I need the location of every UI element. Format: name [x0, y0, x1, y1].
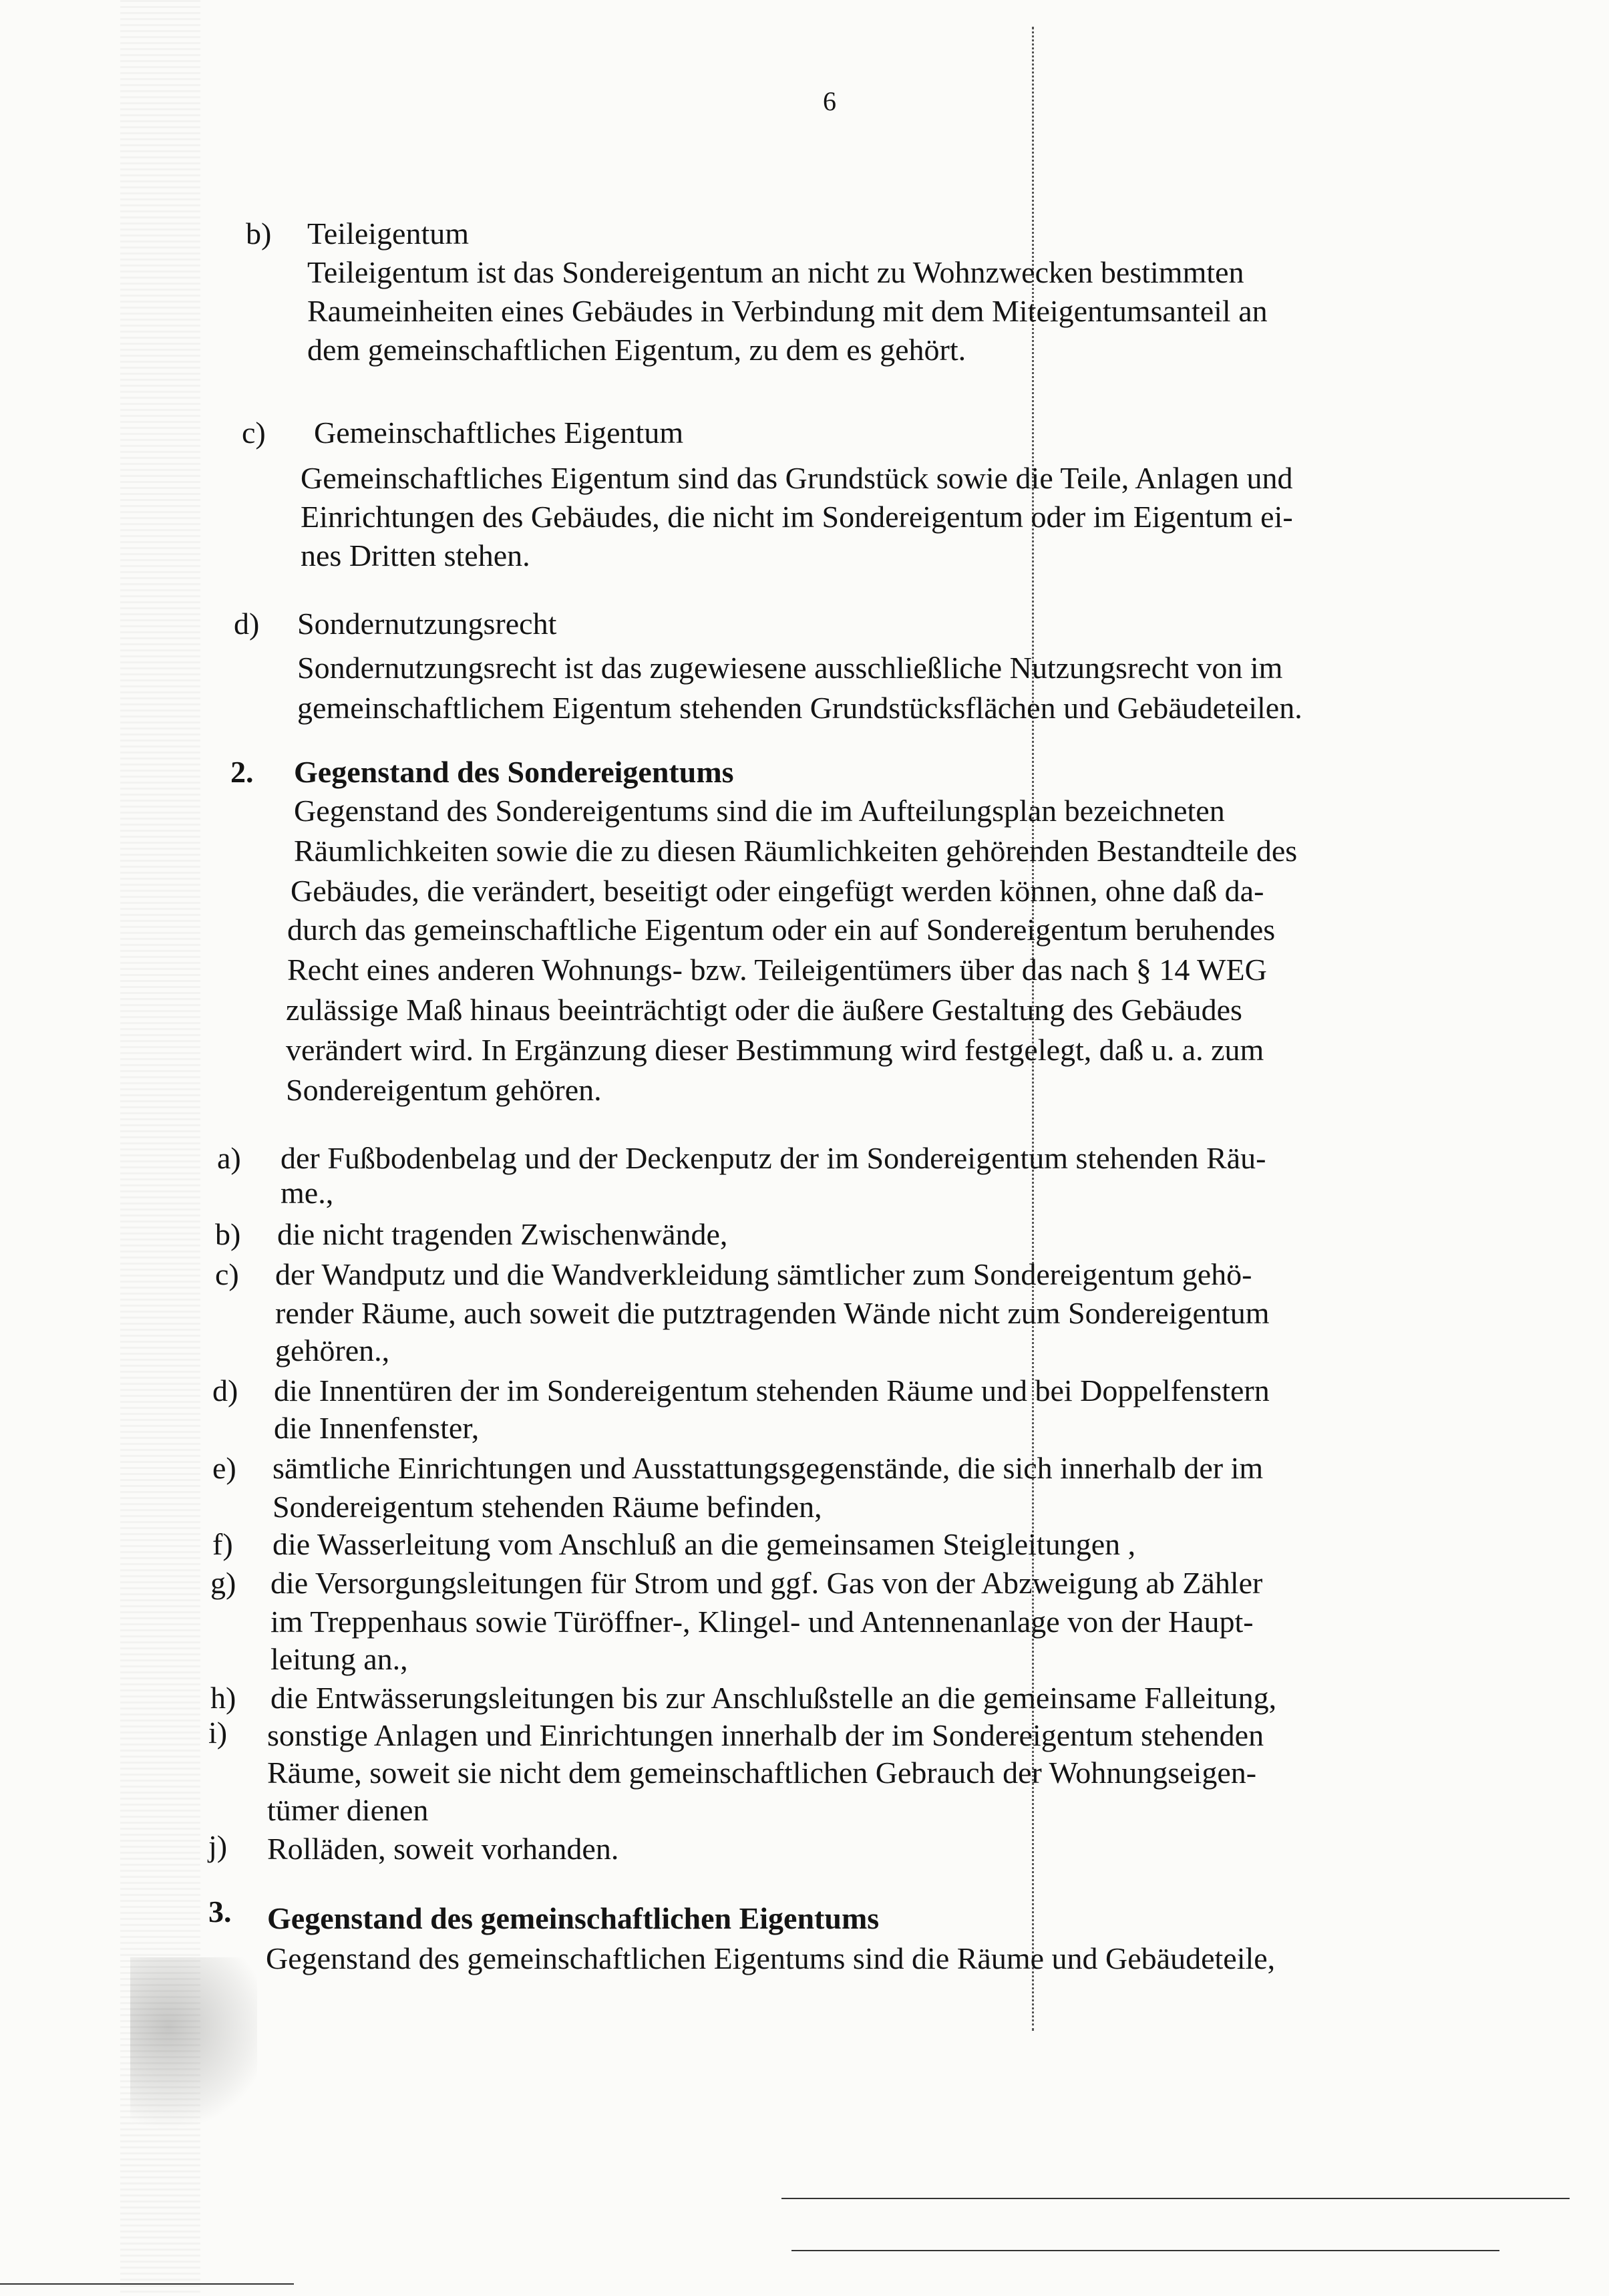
text-line: Einrichtungen des Gebäudes, die nicht im Sondereigentum oder im Eigentum ei- — [301, 500, 1293, 534]
page-number: 6 — [823, 86, 836, 116]
scan-smudge — [130, 1957, 257, 2131]
list-item-line: die Entwässerungsleitungen bis zur Anschlußstelle an die gemeinsame Falleitung, — [271, 1681, 1277, 1715]
list-marker: c) — [215, 1257, 239, 1291]
section-heading: Gegenstand des Sondereigentums — [294, 755, 734, 789]
list-item-line: der Wandputz und die Wandverkleidung sämtlicher zum Sondereigentum gehö- — [275, 1257, 1252, 1291]
list-marker: d) — [212, 1373, 238, 1408]
section-heading: Gemeinschaftliches Eigentum — [314, 416, 684, 450]
text-line: Sondereigentum gehören. — [286, 1073, 602, 1107]
footer-rule — [781, 2198, 1570, 2199]
list-marker: f) — [212, 1527, 233, 1561]
footer-rule — [791, 2250, 1499, 2251]
list-item-line: die Versorgungsleitungen für Strom und ggf. Gas von der Abzweigung ab Zähler — [271, 1566, 1263, 1600]
list-item-line: leitung an., — [271, 1642, 408, 1676]
list-item-line: der Fußbodenbelag und der Deckenputz der im Sondereigentum stehenden Räu- — [281, 1141, 1266, 1175]
section-heading: Gegenstand des gemeinschaftlichen Eigentums — [267, 1901, 880, 1935]
list-item-line: Sondereigentum stehenden Räume befinden, — [273, 1490, 822, 1524]
list-item-line: gehören., — [275, 1333, 390, 1367]
section-marker: d) — [234, 607, 260, 641]
text-line: Recht eines anderen Wohnungs- bzw. Teileigentümers über das nach § 14 WEG — [287, 953, 1267, 987]
section-marker: c) — [242, 416, 266, 450]
list-item-line: die nicht tragenden Zwischenwände, — [277, 1217, 728, 1251]
footer-rule — [0, 2283, 294, 2285]
text-line: Räumlichkeiten sowie die zu diesen Räumlichkeiten gehörenden Bestandteile des — [294, 834, 1298, 868]
text-line: nes Dritten stehen. — [301, 538, 530, 572]
list-marker: j) — [208, 1829, 228, 1863]
list-item-line: me., — [281, 1176, 334, 1210]
section-marker: 3. — [208, 1895, 232, 1929]
text-line: zulässige Maß hinaus beeinträchtigt oder die äußere Gestaltung des Gebäudes — [286, 993, 1242, 1027]
list-item-line: tümer dienen — [267, 1793, 429, 1827]
list-item-line: Räume, soweit sie nicht dem gemeinschaftlichen Gebrauch der Wohnungseigen- — [267, 1756, 1257, 1790]
text-line: durch das gemeinschaftliche Eigentum oder ein auf Sondereigentum beruhendes — [287, 913, 1276, 947]
text-line: gemeinschaftlichem Eigentum stehenden Grundstücksflächen und Gebäudeteilen. — [297, 691, 1302, 725]
list-item-line: Rolläden, soweit vorhanden. — [267, 1832, 619, 1866]
section-marker: b) — [246, 216, 272, 251]
list-item-line: im Treppenhaus sowie Türöffner-, Klingel- und Antennenanlage von der Haupt- — [271, 1605, 1254, 1639]
text-line: verändert wird. In Ergänzung dieser Bestimmung wird festgelegt, daß u. a. zum — [286, 1033, 1264, 1067]
text-line: Gebäudes, die verändert, beseitigt oder eingefügt werden können, ohne daß da- — [291, 874, 1264, 908]
text-line: Raumeinheiten eines Gebäudes in Verbindung mit dem Miteigentumsanteil an — [307, 294, 1268, 328]
list-item-line: sonstige Anlagen und Einrichtungen innerhalb der im Sondereigentum stehenden — [267, 1718, 1264, 1752]
section-heading: Sondernutzungsrecht — [297, 607, 557, 641]
text-line: Gegenstand des Sondereigentums sind die im Aufteilungsplan bezeichneten — [294, 794, 1225, 828]
text-line: Sondernutzungsrecht ist das zugewiesene ausschließliche Nutzungsrecht von im — [297, 651, 1283, 685]
list-marker: h) — [210, 1681, 236, 1715]
list-marker: e) — [212, 1451, 236, 1485]
list-marker: a) — [217, 1141, 241, 1175]
list-item-line: die Innenfenster, — [274, 1411, 480, 1445]
list-item-line: die Wasserleitung vom Anschluß an die gemeinsamen Steigleitungen , — [273, 1527, 1136, 1561]
scan-edge-shadow — [120, 0, 200, 2296]
list-marker: b) — [215, 1217, 241, 1251]
list-marker: i) — [208, 1715, 228, 1750]
list-marker: g) — [210, 1566, 236, 1600]
text-line: Gegenstand des gemeinschaftlichen Eigentums sind die Räume und Gebäudeteile, — [266, 1941, 1276, 1975]
list-item-line: sämtliche Einrichtungen und Ausstattungsgegenstände, die sich innerhalb der im — [273, 1451, 1264, 1485]
text-line: dem gemeinschaftlichen Eigentum, zu dem es gehört. — [307, 333, 966, 367]
text-line: Teileigentum ist das Sondereigentum an nicht zu Wohnzwecken bestimmten — [307, 255, 1244, 289]
section-heading: Teileigentum — [307, 216, 470, 251]
text-line: Gemeinschaftliches Eigentum sind das Grundstück sowie die Teile, Anlagen und — [301, 461, 1293, 495]
section-marker: 2. — [230, 755, 254, 789]
list-item-line: die Innentüren der im Sondereigentum stehenden Räume und bei Doppelfenstern — [274, 1373, 1270, 1408]
list-item-line: render Räume, auch soweit die putztragenden Wände nicht zum Sondereigentum — [275, 1296, 1270, 1330]
